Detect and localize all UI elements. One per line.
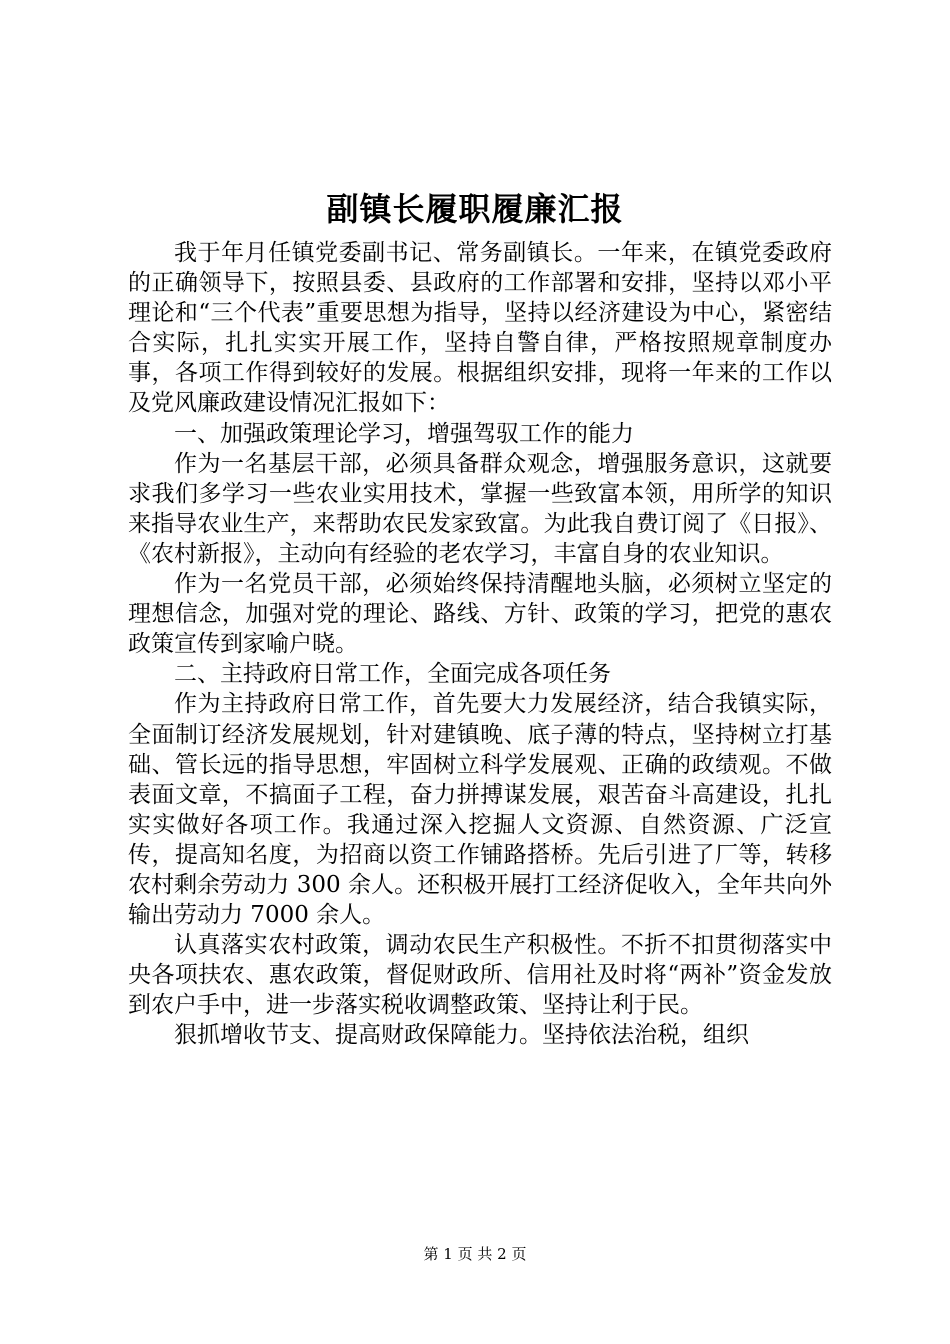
section-heading-2: 二、主持政府日常工作，全面完成各项任务 xyxy=(174,661,611,688)
paragraph-study-1: 作为一名基层干部，必须具备群众观念，增强服务意识，这就要求我们多学习一些农业实用技术，掌握一些致富本领，用所学的知识来指导农业生产，来帮助农民发家致富。为此我自费订阅了《日报》、《农村新报》，主动向有经验的老农学习，丰富自身的农业知识。 xyxy=(128,450,832,567)
paragraph-work-3: 狠抓增收节支、提高财政保障能力。坚持依法治税，组织 xyxy=(174,1022,749,1049)
paragraph-work-2: 认真落实农村政策，调动农民生产积极性。不折不扣贯彻落实中央各项扶农、惠农政策，督促财政所、信用社及时将“两补”资金发放到农户手中，进一步落实税收调整政策、坚持让利于民。 xyxy=(128,932,832,1019)
section-heading-1: 一、加强政策理论学习，增强驾驭工作的能力 xyxy=(174,420,634,447)
page-footer: 第 1 页 共 2 页 xyxy=(423,1245,527,1263)
paragraph-work-1: 作为主持政府日常工作，首先要大力发展经济，结合我镇实际，全面制订经济发展规划，针对建镇晚、底子薄的特点，坚持树立打基础、管长远的指导思想，牢固树立科学发展观、正确的政绩观。不做表面文章，不搞面子工程，奋力拼搏谋发展，艰苦奋斗高建设，扎扎实实做好各项工作。我通过深入挖掘人文资源、自然资源、广泛宣传，提高知名度，为招商以资工作铺路搭桥。先后引进了厂等，转移农村剩余劳动力 300 余人。还积极开展打工经济促收入，全年共向外输出劳动力 7000 余人。 xyxy=(128,691,832,929)
document-body xyxy=(128,238,832,1051)
paragraph-intro: 我于年月任镇党委副书记、常务副镇长。一年来，在镇党委政府的正确领导下，按照县委、县政府的工作部署和安排，坚持以邓小平理论和“三个代表”重要思想为指导，坚持以经济建设为中心，紧密结合实际，扎扎实实开展工作，坚持自警自律，严格按照规章制度办事，各项工作得到较好的发展。根据组织安排，现将一年来的工作以及党风廉政建设情况汇报如下： xyxy=(128,240,832,417)
paragraph-study-2: 作为一名党员干部，必须始终保持清醒地头脑，必须树立坚定的理想信念，加强对党的理论、路线、方针、政策的学习，把党的惠农政策宣传到家喻户晓。 xyxy=(128,571,832,658)
document-title: 副镇长履职履廉汇报 xyxy=(326,190,624,228)
